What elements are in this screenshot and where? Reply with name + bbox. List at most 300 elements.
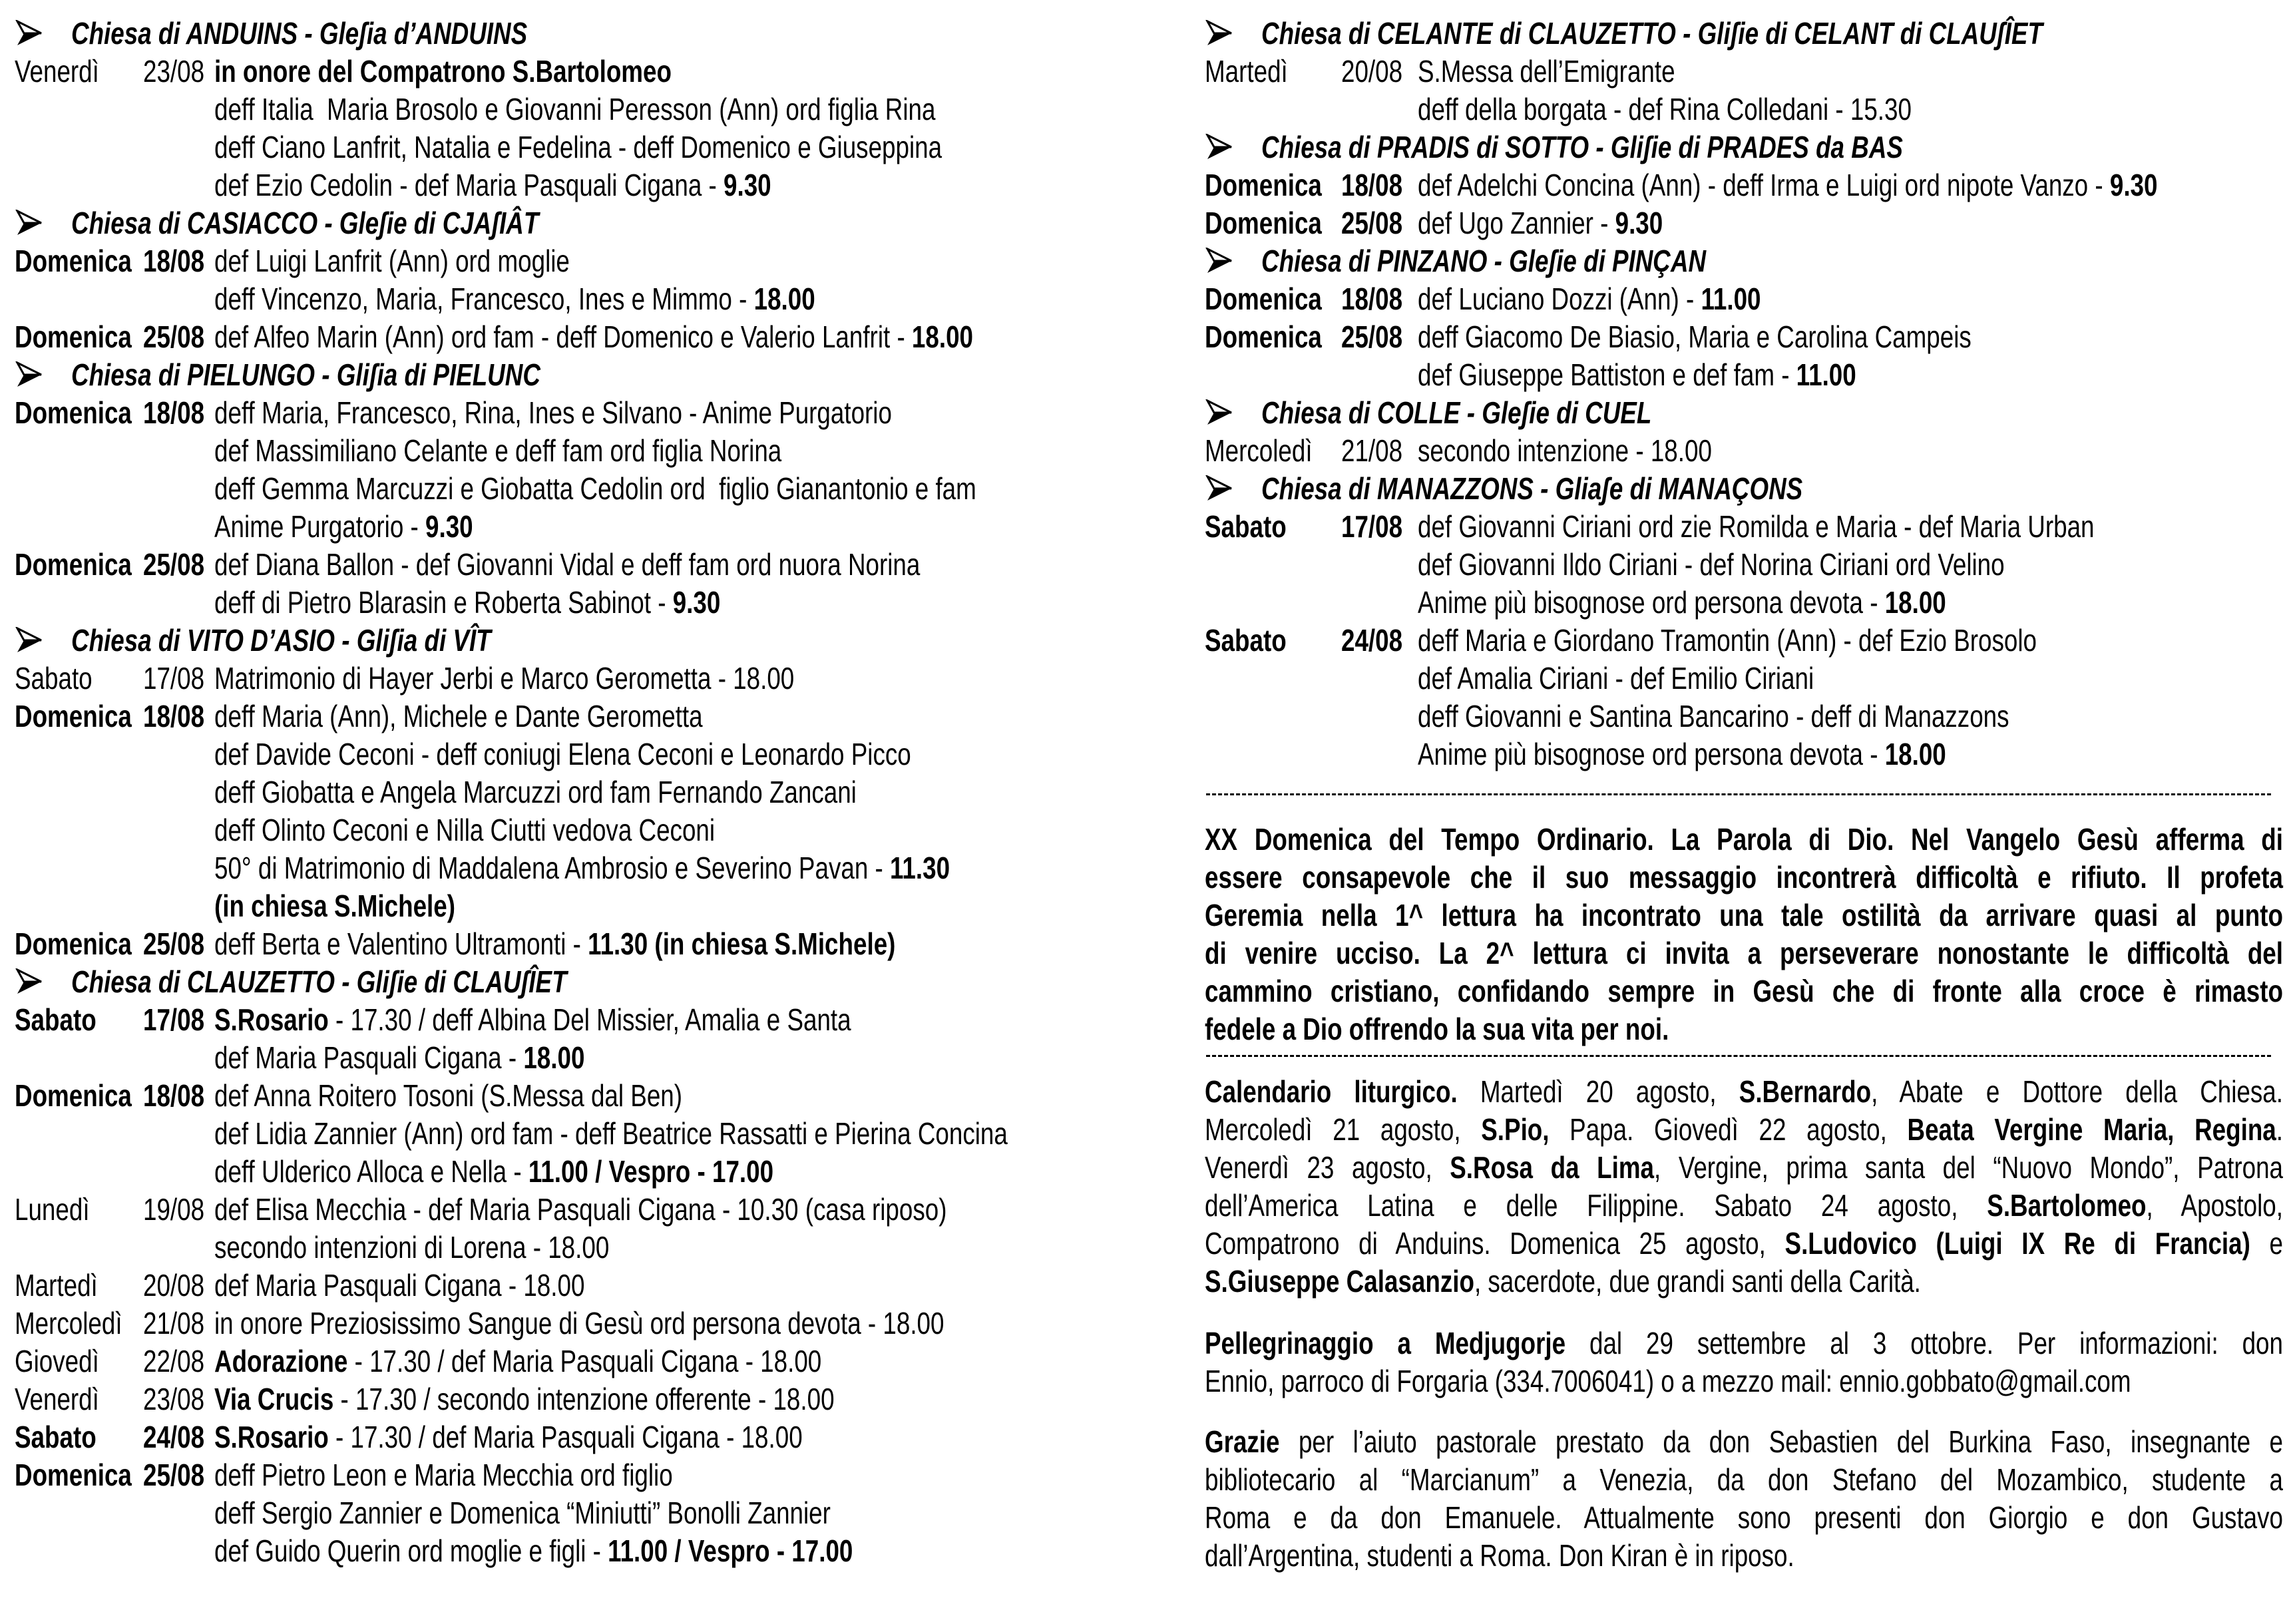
schedule-row-continuation (15, 432, 1133, 470)
bold-text-run: 11.00 (1796, 357, 1856, 392)
intention-text (214, 318, 973, 356)
bullet-arrow-icon (15, 359, 71, 397)
day-label: Domenica (15, 244, 132, 278)
bold-text-run: 11.30 (in chiesa S.Michele) (588, 926, 896, 961)
text-run: secondo intenzione - 18.00 (1418, 433, 1712, 468)
bold-text-run: 18.00 (523, 1040, 585, 1075)
schedule-row (1205, 318, 2290, 356)
bullet-arrow-icon (15, 966, 71, 1004)
bold-text-run: S.Rosario (214, 1002, 329, 1037)
schedule-row (15, 1380, 1133, 1418)
bullet-arrow-icon (1205, 131, 1261, 169)
text-run: deff Maria e Giordano Tramontin (Ann) - def Ezio Brosolo (1418, 623, 2037, 658)
intention-text (214, 508, 473, 546)
separator-line (1206, 1055, 2271, 1057)
bullet-arrow-icon (1205, 397, 1261, 435)
intention-text (1418, 432, 1712, 470)
intention-text (1418, 660, 1814, 698)
text-run: deff di Pietro Blarasin e Roberta Sabinot - (214, 585, 673, 620)
church-title: Chiesa di CLAUZETTO - Gliʃie di CLAUʃÎET (71, 964, 567, 999)
schedule-row-continuation (15, 128, 1133, 166)
text-run: dal 29 settembre al 3 ottobre. Per informazioni: don (1565, 1326, 2283, 1360)
schedule-row (15, 394, 1133, 432)
day-label: Domenica (1205, 168, 1322, 202)
intention-text (214, 773, 857, 811)
day-label: Domenica (15, 926, 132, 961)
schedule-row (15, 1342, 1133, 1380)
intention-text (214, 1494, 831, 1532)
bold-text-run: Via Crucis (214, 1382, 334, 1416)
paragraph-line (1205, 1461, 2283, 1499)
schedule-row (15, 546, 1133, 584)
schedule-row-continuation (1205, 698, 2290, 735)
intention-text (214, 166, 771, 204)
schedule-row (15, 1418, 1133, 1456)
church-title: Chiesa di CELANTE di CLAUZETTO - Gliʃie di CELANT di CLAUʃÎET (1261, 16, 2043, 51)
date-label: 25/08 (143, 926, 205, 961)
bold-text-run: Grazie (1205, 1424, 1280, 1459)
text-run: Roma e da don Emanuele. Attualmente sono presenti don Giorgio e don Gustavo (1205, 1500, 2283, 1535)
schedule-row (15, 1001, 1133, 1039)
schedule-row (15, 1077, 1133, 1115)
bold-text-run: 18.00 (1884, 585, 1946, 620)
text-run: def Amalia Ciriani - def Emilio Ciriani (1418, 661, 1814, 696)
bold-text-run: 9.30 (672, 585, 721, 620)
text-run: per l’aiuto pastorale prestato da don Sebastien del Burkina Faso, insegnante e (1279, 1424, 2283, 1459)
bold-text-run: 9.30 (1615, 206, 1663, 240)
church-section-header (15, 356, 1133, 394)
schedule-row-continuation (15, 811, 1133, 849)
text-run: cammino cristiano, confidando sempre in Gesù che di fronte alla croce è rimasto (1205, 974, 2283, 1008)
text-run: dell’America Latina e delle Filippine. Sabato 24 agosto, (1205, 1188, 1987, 1223)
church-title: Chiesa di ANDUINS - Gleʃia d’ANDUINS (71, 16, 528, 51)
text-run: Martedì 20 agosto, (1457, 1074, 1739, 1109)
bold-text-run: S.Rosario (214, 1420, 329, 1454)
paragraph-line (1205, 972, 2283, 1010)
intention-text (214, 91, 935, 128)
text-run: def Adelchi Concina (Ann) - deff Irma e Luigi ord nipote Vanzo - (1418, 168, 2110, 202)
date-label: 25/08 (143, 1458, 205, 1492)
church-section-header (15, 204, 1133, 242)
bold-text-run: 11.00 (1701, 282, 1761, 316)
bold-text-run: S.Pio, (1481, 1112, 1550, 1147)
schedule-row (15, 1456, 1133, 1494)
text-run: def Massimiliano Celante e deff fam ord figlia Norina (214, 433, 782, 468)
text-run: def Luciano Dozzi (Ann) - (1418, 282, 1701, 316)
text-run: def Giovanni Ildo Ciriani - def Norina Ciriani ord Velino (1418, 547, 2005, 582)
bold-text-run: S.Ludovico (Luigi IX Re di Francia) (1784, 1226, 2250, 1261)
text-run: , sacerdote, due grandi santi della Carità. (1474, 1264, 1921, 1299)
intention-text (214, 432, 781, 470)
intention-text (214, 1456, 673, 1494)
text-run: def Luigi Lanfrit (Ann) ord moglie (214, 244, 570, 278)
bullet-arrow-icon (1205, 17, 1261, 55)
day-label: Giovedì (15, 1344, 99, 1378)
bold-text-run: 18.00 (753, 282, 815, 316)
paragraph-line (1205, 1537, 2283, 1575)
church-title: Chiesa di PIELUNGO - Gliʃia di PIELUNC (71, 357, 540, 392)
date-label: 17/08 (143, 1002, 205, 1037)
bold-text-run: Adorazione (214, 1344, 348, 1378)
intention-text (214, 1115, 1008, 1153)
intention-text (214, 1039, 584, 1077)
text-run: deff Maria (Ann), Michele e Dante Gerometta (214, 699, 703, 733)
text-run: essere consapevole che il suo messaggio incontrerà difficoltà e rifiuto. Il profeta (1205, 860, 2283, 895)
intention-text (1418, 91, 1912, 128)
text-run: def Diana Ballon - def Giovanni Vidal e deff fam ord nuora Norina (214, 547, 921, 582)
paragraph-line (1205, 1263, 2283, 1301)
bullet-arrow-icon (15, 624, 71, 662)
date-label: 25/08 (143, 319, 205, 354)
schedule-row-continuation (15, 1153, 1133, 1191)
date-label: 20/08 (1341, 54, 1403, 89)
schedule-row-continuation (15, 1532, 1133, 1570)
intention-text (214, 470, 976, 508)
date-label: 25/08 (143, 547, 205, 582)
text-run: , Abate e Dottore della Chiesa. (1871, 1074, 2283, 1109)
bold-text-run: 18.00 (1884, 737, 1946, 771)
church-title: Chiesa di PRADIS di SOTTO - Gliʃie di PRADES da BAS (1261, 130, 1903, 164)
text-run: , Vergine, prima santa del “Nuovo Mondo”, Patrona (1654, 1150, 2283, 1185)
text-run: - 17.30 / secondo intenzione offerente - 18.00 (333, 1382, 835, 1416)
text-run: Anime più bisognose ord persona devota - (1418, 585, 1885, 620)
paragraph-line (1205, 1225, 2283, 1263)
text-run: Mercoledì 21 agosto, (1205, 1112, 1482, 1147)
intention-text (214, 698, 703, 735)
text-run: in onore Preziosissimo Sangue di Gesù ord persona devota - 18.00 (214, 1306, 944, 1340)
date-label: 22/08 (143, 1344, 205, 1378)
day-label: Mercoledì (1205, 433, 1313, 468)
text-run: deff Olinto Ceconi e Nilla Ciutti vedova Ceconi (214, 813, 716, 847)
paragraph-line (1205, 897, 2283, 934)
day-label: Sabato (15, 1002, 97, 1037)
text-run: def Ugo Zannier - (1418, 206, 1615, 240)
text-run: deff della borgata - def Rina Colledani - 15.30 (1418, 92, 1912, 126)
day-label: Venerdì (15, 54, 99, 89)
day-label: Sabato (1205, 509, 1287, 544)
intention-text (214, 1380, 835, 1418)
intention-text (1418, 735, 1946, 773)
schedule-row (1205, 432, 2290, 470)
bold-text-run: (in chiesa S.Michele) (214, 889, 455, 923)
bold-text-run: 9.30 (724, 168, 771, 202)
schedule-row-continuation (1205, 660, 2290, 698)
text-run: def Lidia Zannier (Ann) ord fam - deff Beatrice Rassatti e Pierina Concina (214, 1116, 1008, 1151)
day-label: Domenica (15, 1458, 132, 1492)
paragraph-line (1205, 1362, 2283, 1400)
paragraph-line (1205, 1324, 2283, 1362)
text-run: deff Maria, Francesco, Rina, Ines e Silvano - Anime Purgatorio (214, 395, 892, 430)
text-run: bibliotecario al “Marcianum” a Venezia, da don Stefano del Mozambico, studente a (1205, 1462, 2283, 1497)
schedule-row (1205, 53, 2290, 91)
schedule-row-continuation (1205, 584, 2290, 622)
bold-text-run: 11.30 (889, 851, 950, 885)
bold-text-run: S.Giuseppe Calasanzio (1205, 1264, 1474, 1299)
date-label: 23/08 (143, 1382, 205, 1416)
date-label: 20/08 (143, 1268, 205, 1303)
schedule-row (1205, 166, 2290, 204)
intention-text (1418, 356, 1856, 394)
church-section-header (15, 963, 1133, 1001)
text-run: deff Italia Maria Brosolo e Giovanni Peresson (Ann) ord figlia Rina (214, 92, 936, 126)
day-label: Domenica (15, 395, 132, 430)
day-label: Martedì (15, 1268, 98, 1303)
date-label: 18/08 (143, 244, 205, 278)
day-label: Domenica (1205, 282, 1322, 316)
schedule-row-continuation (15, 887, 1133, 925)
intention-text (214, 1191, 946, 1229)
schedule-row (15, 242, 1133, 280)
date-label: 24/08 (143, 1420, 205, 1454)
church-section-header (15, 15, 1133, 53)
day-label: Sabato (1205, 623, 1287, 658)
bold-text-run: in onore del Compatrono S.Bartolomeo (214, 54, 672, 89)
intention-text (214, 1267, 584, 1305)
text-run: di venire ucciso. La 2^ lettura ci invita a perseverare nonostante le difficoltà del (1205, 936, 2283, 970)
text-run: deff Vincenzo, Maria, Francesco, Ines e Mimmo - (214, 282, 754, 316)
text-run: XX Domenica del Tempo Ordinario. La Parola di Dio. Nel Vangelo Gesù afferma di (1205, 822, 2283, 857)
church-section-header (1205, 470, 2290, 508)
schedule-row-continuation (1205, 546, 2290, 584)
church-title: Chiesa di CASIACCO - Gleʃie di CJAʃIÂT (71, 206, 539, 240)
bold-text-run: Pellegrinaggio a Medjugorje (1205, 1326, 1566, 1360)
schedule-row (1205, 508, 2290, 546)
bullet-arrow-icon (1205, 245, 1261, 283)
schedule-row-continuation (15, 1229, 1133, 1267)
church-section-header (15, 622, 1133, 660)
date-label: 18/08 (143, 395, 205, 430)
text-run: def Davide Ceconi - deff coniugi Elena Ceconi e Leonardo Picco (214, 737, 911, 771)
text-run: def Maria Pasquali Cigana - (214, 1040, 524, 1075)
day-label: Martedì (1205, 54, 1288, 89)
text-run: secondo intenzioni di Lorena - 18.00 (214, 1230, 610, 1265)
date-label: 18/08 (1341, 168, 1403, 202)
schedule-row-continuation (15, 773, 1133, 811)
church-title: Chiesa di COLLE - Gleʃie di CUEL (1261, 395, 1652, 430)
schedule-row-continuation (1205, 356, 2290, 394)
schedule-row (1205, 622, 2290, 660)
text-run: deff Berta e Valentino Ultramonti - (214, 926, 588, 961)
text-run: def Ezio Cedolin - def Maria Pasquali Cigana - (214, 168, 724, 202)
intention-text (214, 1077, 682, 1115)
date-label: 25/08 (1341, 319, 1403, 354)
schedule-row-continuation (15, 849, 1133, 887)
intention-text (214, 1418, 803, 1456)
schedule-row (15, 53, 1133, 91)
intention-text (214, 660, 794, 698)
text-run: deff Gemma Marcuzzi e Giobatta Cedolin ord figlio Gianantonio e fam (214, 471, 976, 506)
text-run: Anime Purgatorio - (214, 509, 426, 544)
date-label: 19/08 (143, 1192, 205, 1227)
schedule-row (15, 1267, 1133, 1305)
day-label: Domenica (1205, 206, 1322, 240)
date-label: 18/08 (143, 699, 205, 733)
bullet-arrow-icon (15, 17, 71, 55)
text-run: fedele a Dio offrendo la sua vita per noi. (1205, 1012, 1669, 1046)
schedule-row (15, 698, 1133, 735)
intention-text (214, 1305, 944, 1342)
text-run: def Alfeo Marin (Ann) ord fam - deff Domenico e Valerio Lanfrit - (214, 319, 912, 354)
schedule-row (1205, 204, 2290, 242)
text-run: 50° di Matrimonio di Maddalena Ambrosio e Severino Pavan - (214, 851, 890, 885)
bullet-arrow-icon (1205, 473, 1261, 510)
text-run: def Anna Roitero Tosoni (S.Messa dal Ben) (214, 1078, 683, 1113)
intention-text (214, 1229, 609, 1267)
intention-text (214, 128, 942, 166)
intention-text (1418, 280, 1761, 318)
schedule-row-continuation (15, 508, 1133, 546)
text-run: S.Messa dell’Emigrante (1418, 54, 1675, 89)
bold-text-run: Calendario liturgico. (1205, 1074, 1458, 1109)
intention-text (1418, 318, 1972, 356)
intention-text (1418, 546, 2005, 584)
intention-text (214, 849, 950, 887)
intention-text (214, 546, 920, 584)
day-label: Venerdì (15, 1382, 99, 1416)
text-run: deff Giacomo De Biasio, Maria e Carolina Campeis (1418, 319, 1972, 354)
date-label: 18/08 (1341, 282, 1403, 316)
right-schedule-list (1205, 15, 2290, 773)
schedule-row-continuation (15, 470, 1133, 508)
text-run: Anime più bisognose ord persona devota - (1418, 737, 1885, 771)
schedule-row (15, 925, 1133, 963)
day-label: Domenica (15, 699, 132, 733)
intention-text (1418, 622, 2037, 660)
text-run: deff Ciano Lanfrit, Natalia e Fedelina - deff Domenico e Giuseppina (214, 130, 942, 164)
intention-text (214, 887, 455, 925)
bold-text-run: 18.00 (911, 319, 974, 354)
text-run: e (2250, 1226, 2283, 1261)
intention-text (214, 925, 895, 963)
date-label: 23/08 (143, 54, 205, 89)
intention-text (1418, 166, 2157, 204)
schedule-row (15, 1191, 1133, 1229)
bold-text-run: 9.30 (425, 509, 473, 544)
date-label: 17/08 (1341, 509, 1403, 544)
intention-text (1418, 204, 1663, 242)
intention-text (1418, 698, 2009, 735)
text-run: def Maria Pasquali Cigana - 18.00 (214, 1268, 585, 1303)
day-label: Sabato (15, 661, 93, 696)
intention-text (214, 735, 911, 773)
schedule-row (15, 660, 1133, 698)
bold-text-run: S.Rosa da Lima (1450, 1150, 1655, 1185)
text-run: - 17.30 / def Maria Pasquali Cigana - 18.00 (328, 1420, 803, 1454)
paragraph-line (1205, 1187, 2283, 1225)
separator-line (1206, 793, 2271, 795)
schedule-row-continuation (15, 584, 1133, 622)
intention-text (214, 1153, 773, 1191)
intention-text (214, 1532, 853, 1570)
schedule-row (15, 1305, 1133, 1342)
text-run: . (2276, 1112, 2283, 1147)
text-run: deff Giobatta e Angela Marcuzzi ord fam Fernando Zancani (214, 775, 857, 809)
text-run: - 17.30 / def Maria Pasquali Cigana - 18.00 (347, 1344, 822, 1378)
bold-text-run: Beata Vergine Maria, Regina (1907, 1112, 2276, 1147)
text-run: deff Sergio Zannier e Domenica “Miniutti” Bonolli Zannier (214, 1496, 831, 1530)
right-column (1205, 15, 2290, 1575)
text-run: - 17.30 / deff Albina Del Missier, Amalia e Santa (328, 1002, 851, 1037)
intention-text (1418, 53, 1675, 91)
schedule-row-continuation (1205, 735, 2290, 773)
day-label: Mercoledì (15, 1306, 122, 1340)
text-run: dall’Argentina, studenti a Roma. Don Kiran è in riposo. (1205, 1538, 1794, 1573)
intention-text (214, 1001, 851, 1039)
bold-text-run: 9.30 (2109, 168, 2158, 202)
text-run: Geremia nella 1^ lettura ha incontrato una tale ostilità da arrivare quasi al punto (1205, 898, 2283, 932)
schedule-row-continuation (15, 1039, 1133, 1077)
intention-text (1418, 508, 2095, 546)
paragraph-line (1205, 934, 2283, 972)
date-label: 21/08 (1341, 433, 1403, 468)
gospel-commentary-paragraph (1205, 821, 2290, 1048)
day-label: Sabato (15, 1420, 97, 1454)
bold-text-run: S.Bartolomeo (1987, 1188, 2147, 1223)
date-label: 17/08 (143, 661, 205, 696)
paragraph-line (1205, 1149, 2283, 1187)
text-run: def Giovanni Ciriani ord zie Romilda e Maria - def Maria Urban (1418, 509, 2095, 544)
church-section-header (1205, 15, 2290, 53)
intention-text (214, 1342, 821, 1380)
intention-text (214, 242, 570, 280)
liturgical-calendar-paragraph (1205, 1073, 2290, 1301)
date-label: 21/08 (143, 1306, 205, 1340)
schedule-row-continuation (15, 166, 1133, 204)
paragraph-line (1205, 1111, 2283, 1149)
schedule-row-continuation (15, 735, 1133, 773)
date-label: 18/08 (143, 1078, 205, 1113)
schedule-row (1205, 280, 2290, 318)
day-label: Domenica (15, 547, 132, 582)
intention-text (1418, 584, 1946, 622)
church-title: Chiesa di PINZANO - Gleʃie di PINÇAN (1261, 244, 1707, 278)
text-run: def Elisa Mecchia - def Maria Pasquali Cigana - 10.30 (casa riposo) (214, 1192, 947, 1227)
paragraph-line (1205, 821, 2283, 859)
church-title: Chiesa di MANAZZONS - Gliaʃe di MANAÇONS (1261, 471, 1803, 506)
left-column (15, 15, 1133, 1570)
text-run: Papa. Giovedì 22 agosto, (1549, 1112, 1908, 1147)
schedule-row (15, 318, 1133, 356)
schedule-row-continuation (15, 91, 1133, 128)
date-label: 24/08 (1341, 623, 1403, 658)
thanks-paragraph (1205, 1423, 2290, 1575)
text-run: def Guido Querin ord moglie e figli - (214, 1533, 608, 1568)
paragraph-line (1205, 1423, 2283, 1461)
text-run: deff Giovanni e Santina Bancarino - deff di Manazzons (1418, 699, 2009, 733)
schedule-row-continuation (15, 280, 1133, 318)
text-run: deff Pietro Leon e Maria Mecchia ord figlio (214, 1458, 673, 1492)
date-label: 25/08 (1341, 206, 1403, 240)
paragraph-line (1205, 1499, 2283, 1537)
intention-text (214, 394, 892, 432)
text-run: Venerdì 23 agosto, (1205, 1150, 1450, 1185)
bold-text-run: 11.00 / Vespro - 17.00 (608, 1533, 853, 1568)
intention-text (214, 811, 715, 849)
intention-text (214, 280, 815, 318)
intention-text (214, 53, 672, 91)
intention-text (214, 584, 720, 622)
day-label: Domenica (15, 1078, 132, 1113)
day-label: Domenica (1205, 319, 1322, 354)
text-run: deff Ulderico Alloca e Nella - (214, 1154, 528, 1189)
schedule-row-continuation (1205, 91, 2290, 128)
text-run: def Giuseppe Battiston e def fam - (1418, 357, 1796, 392)
text-run: , Apostolo, (2146, 1188, 2283, 1223)
paragraph-line (1205, 859, 2283, 897)
text-run: Matrimonio di Hayer Jerbi e Marco Gerometta - 18.00 (214, 661, 795, 696)
left-schedule-list (15, 15, 1133, 1570)
church-section-header (1205, 394, 2290, 432)
